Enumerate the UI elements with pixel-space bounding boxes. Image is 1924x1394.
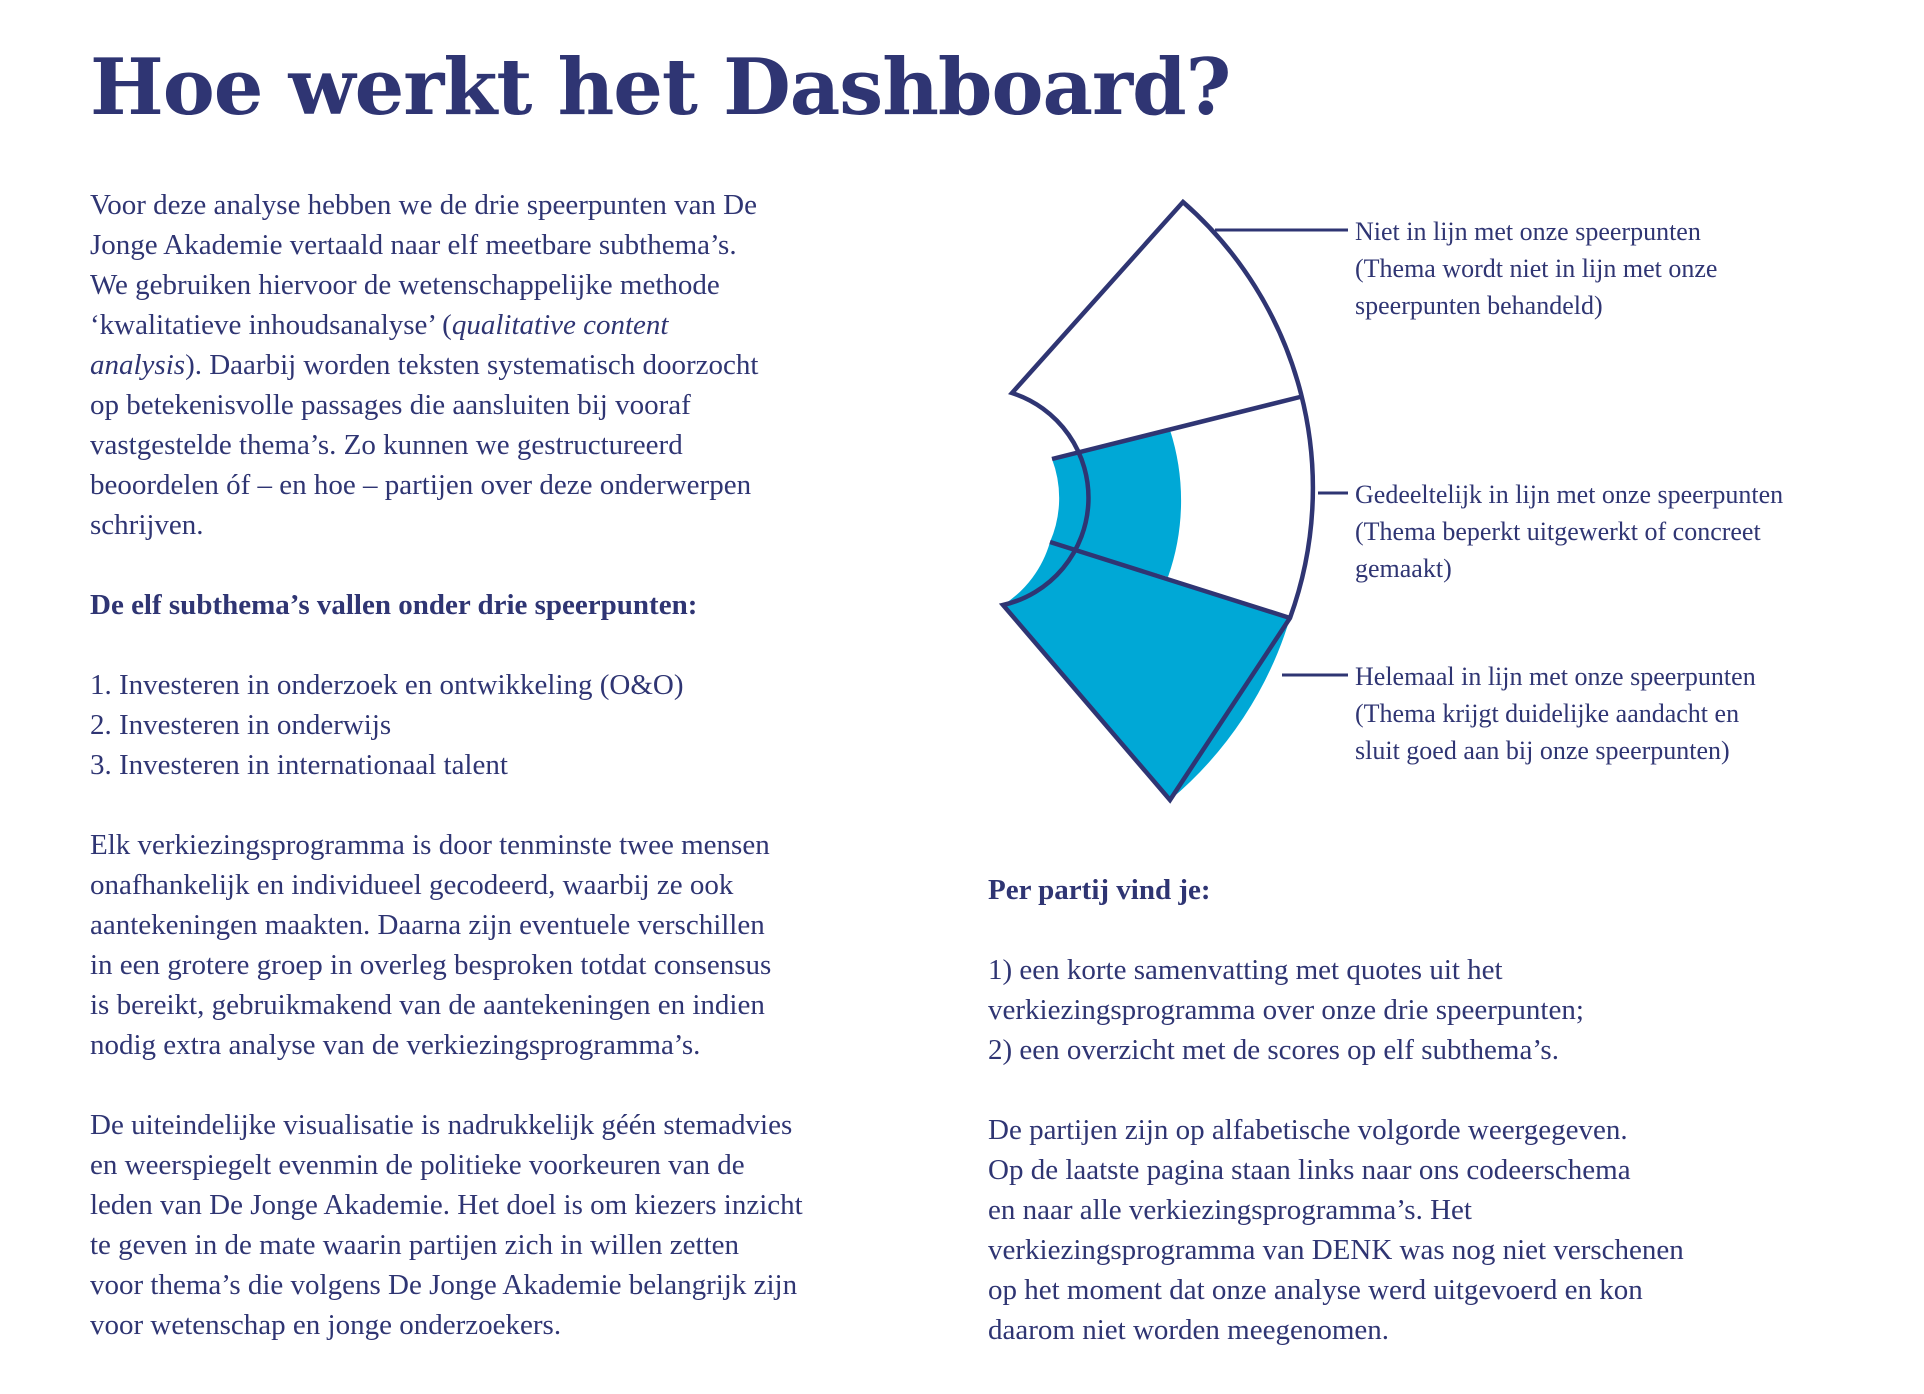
legend-label: Gedeeltelijk in lijn met onze speerpunten [1355,480,1784,509]
legend-label: Niet in lijn met onze speerpunten [1355,217,1701,246]
text-line: daarom niet worden meegenomen. [988,1314,1390,1346]
text-line: op betekenisvolle passages die aansluiten bij vooraf [90,389,691,421]
text-line: Jonge Akademie vertaald naar elf meetbare subthema’s. [90,229,737,261]
subthemes-heading: De elf subthema’s vallen onder drie speerpunten: [90,589,698,621]
spacer [90,1065,970,1105]
list-item: 2. Investeren in onderwijs [90,709,392,741]
list-item: 3. Investeren in internationaal talent [90,749,508,781]
legend-item-helemaal [1355,658,1915,769]
text-line: Op de laatste pagina staan links naar ons codeerschema [988,1154,1631,1186]
spacer [90,785,970,825]
legend-description: (Thema krijgt duidelijke aandacht en [1355,699,1740,728]
text-line [90,305,970,345]
legend-description: (Thema wordt niet in lijn met onze [1355,254,1718,283]
text-line: leden van De Jonge Akademie. Het doel is om kiezers inzicht [90,1189,803,1221]
text-line: De uiteindelijke visualisatie is nadrukkelijk géén stemadvies [90,1109,793,1141]
text-line: voor wetenschap en jonge onderzoekers. [90,1309,562,1341]
text-line: aantekeningen maakten. Daarna zijn eventuele verschillen [90,909,765,941]
per-partij-list [988,950,1888,1070]
text-line: schrijven. [90,509,204,541]
legend-description: sluit goed aan bij onze speerpunten) [1355,736,1730,765]
text-line: Elk verkiezingsprogramma is door tenminste twee mensen [90,829,770,861]
spacer [90,545,970,585]
closing-paragraph [988,1110,1888,1350]
right-column [988,870,1888,1350]
spacer [988,1070,1888,1110]
text-line: in een grotere groep in overleg besproken totdat consensus [90,949,772,981]
legend-item-niet [1355,213,1915,324]
text-line [90,345,970,385]
disclaimer-paragraph [90,1105,970,1345]
legend-description: (Thema beperkt uitgewerkt of concreet [1355,517,1761,546]
text-line: De partijen zijn op alfabetische volgorde weergegeven. [988,1114,1628,1146]
full-fill-segment [1003,542,1290,800]
legend-item-gedeeltelijk [1355,476,1915,587]
divider-line [1052,397,1300,459]
spacer [90,625,970,665]
legend-description: speerpunten behandeld) [1355,291,1603,320]
text-line: beoordelen óf – en hoe – partijen over deze onderwerpen [90,469,752,501]
left-column [90,185,970,1345]
text-line: en naar alle verkiezingsprogramma’s. Het [988,1194,1472,1226]
text-line: verkiezingsprogramma van DENK was nog niet verschenen [988,1234,1684,1266]
italic-term: analysis [90,349,186,381]
text-line: Voor deze analyse hebben we de drie speerpunten van De [90,189,757,221]
per-partij-heading: Per partij vind je: [988,874,1211,906]
spacer [988,910,1888,950]
text-line: nodig extra analyse van de verkiezingsprogramma’s. [90,1029,701,1061]
speerpunten-list [90,665,970,785]
text-line: is bereikt, gebruikmakend van de aantekeningen en indien [90,989,765,1021]
text-line: onafhankelijk en individueel gecodeerd, waarbij ze ook [90,869,734,901]
legend-label: Helemaal in lijn met onze speerpunten [1355,662,1756,691]
text-line: vastgestelde thema’s. Zo kunnen we gestructureerd [90,429,683,461]
list-item: verkiezingsprogramma over onze drie speerpunten; [988,994,1584,1026]
page-title: Hoe werkt het Dashboard? [90,42,1231,133]
list-item: 2) een overzicht met de scores op elf subthema’s. [988,1034,1559,1066]
text-span: ‘kwalitatieve inhoudsanalyse’ ( [90,309,452,341]
list-item: 1) een korte samenvatting met quotes uit het [988,954,1503,986]
list-item: 1. Investeren in onderzoek en ontwikkeling (O&O) [90,669,684,701]
text-line: en weerspiegelt evenmin de politieke voorkeuren van de [90,1149,745,1181]
text-line: op het moment dat onze analyse werd uitgevoerd en kon [988,1274,1643,1306]
text-span: ). Daarbij worden teksten systematisch doorzocht [185,349,759,381]
coding-paragraph [90,825,970,1065]
text-line: voor thema’s die volgens De Jonge Akademie belangrijk zijn [90,1269,798,1301]
legend-description: gemaakt) [1355,554,1452,583]
text-line: We gebruiken hiervoor de wetenschappelijke methode [90,269,720,301]
text-line: te geven in de mate waarin partijen zich in willen zetten [90,1229,740,1261]
italic-term: qualitative content [451,309,669,341]
intro-paragraph [90,185,970,545]
